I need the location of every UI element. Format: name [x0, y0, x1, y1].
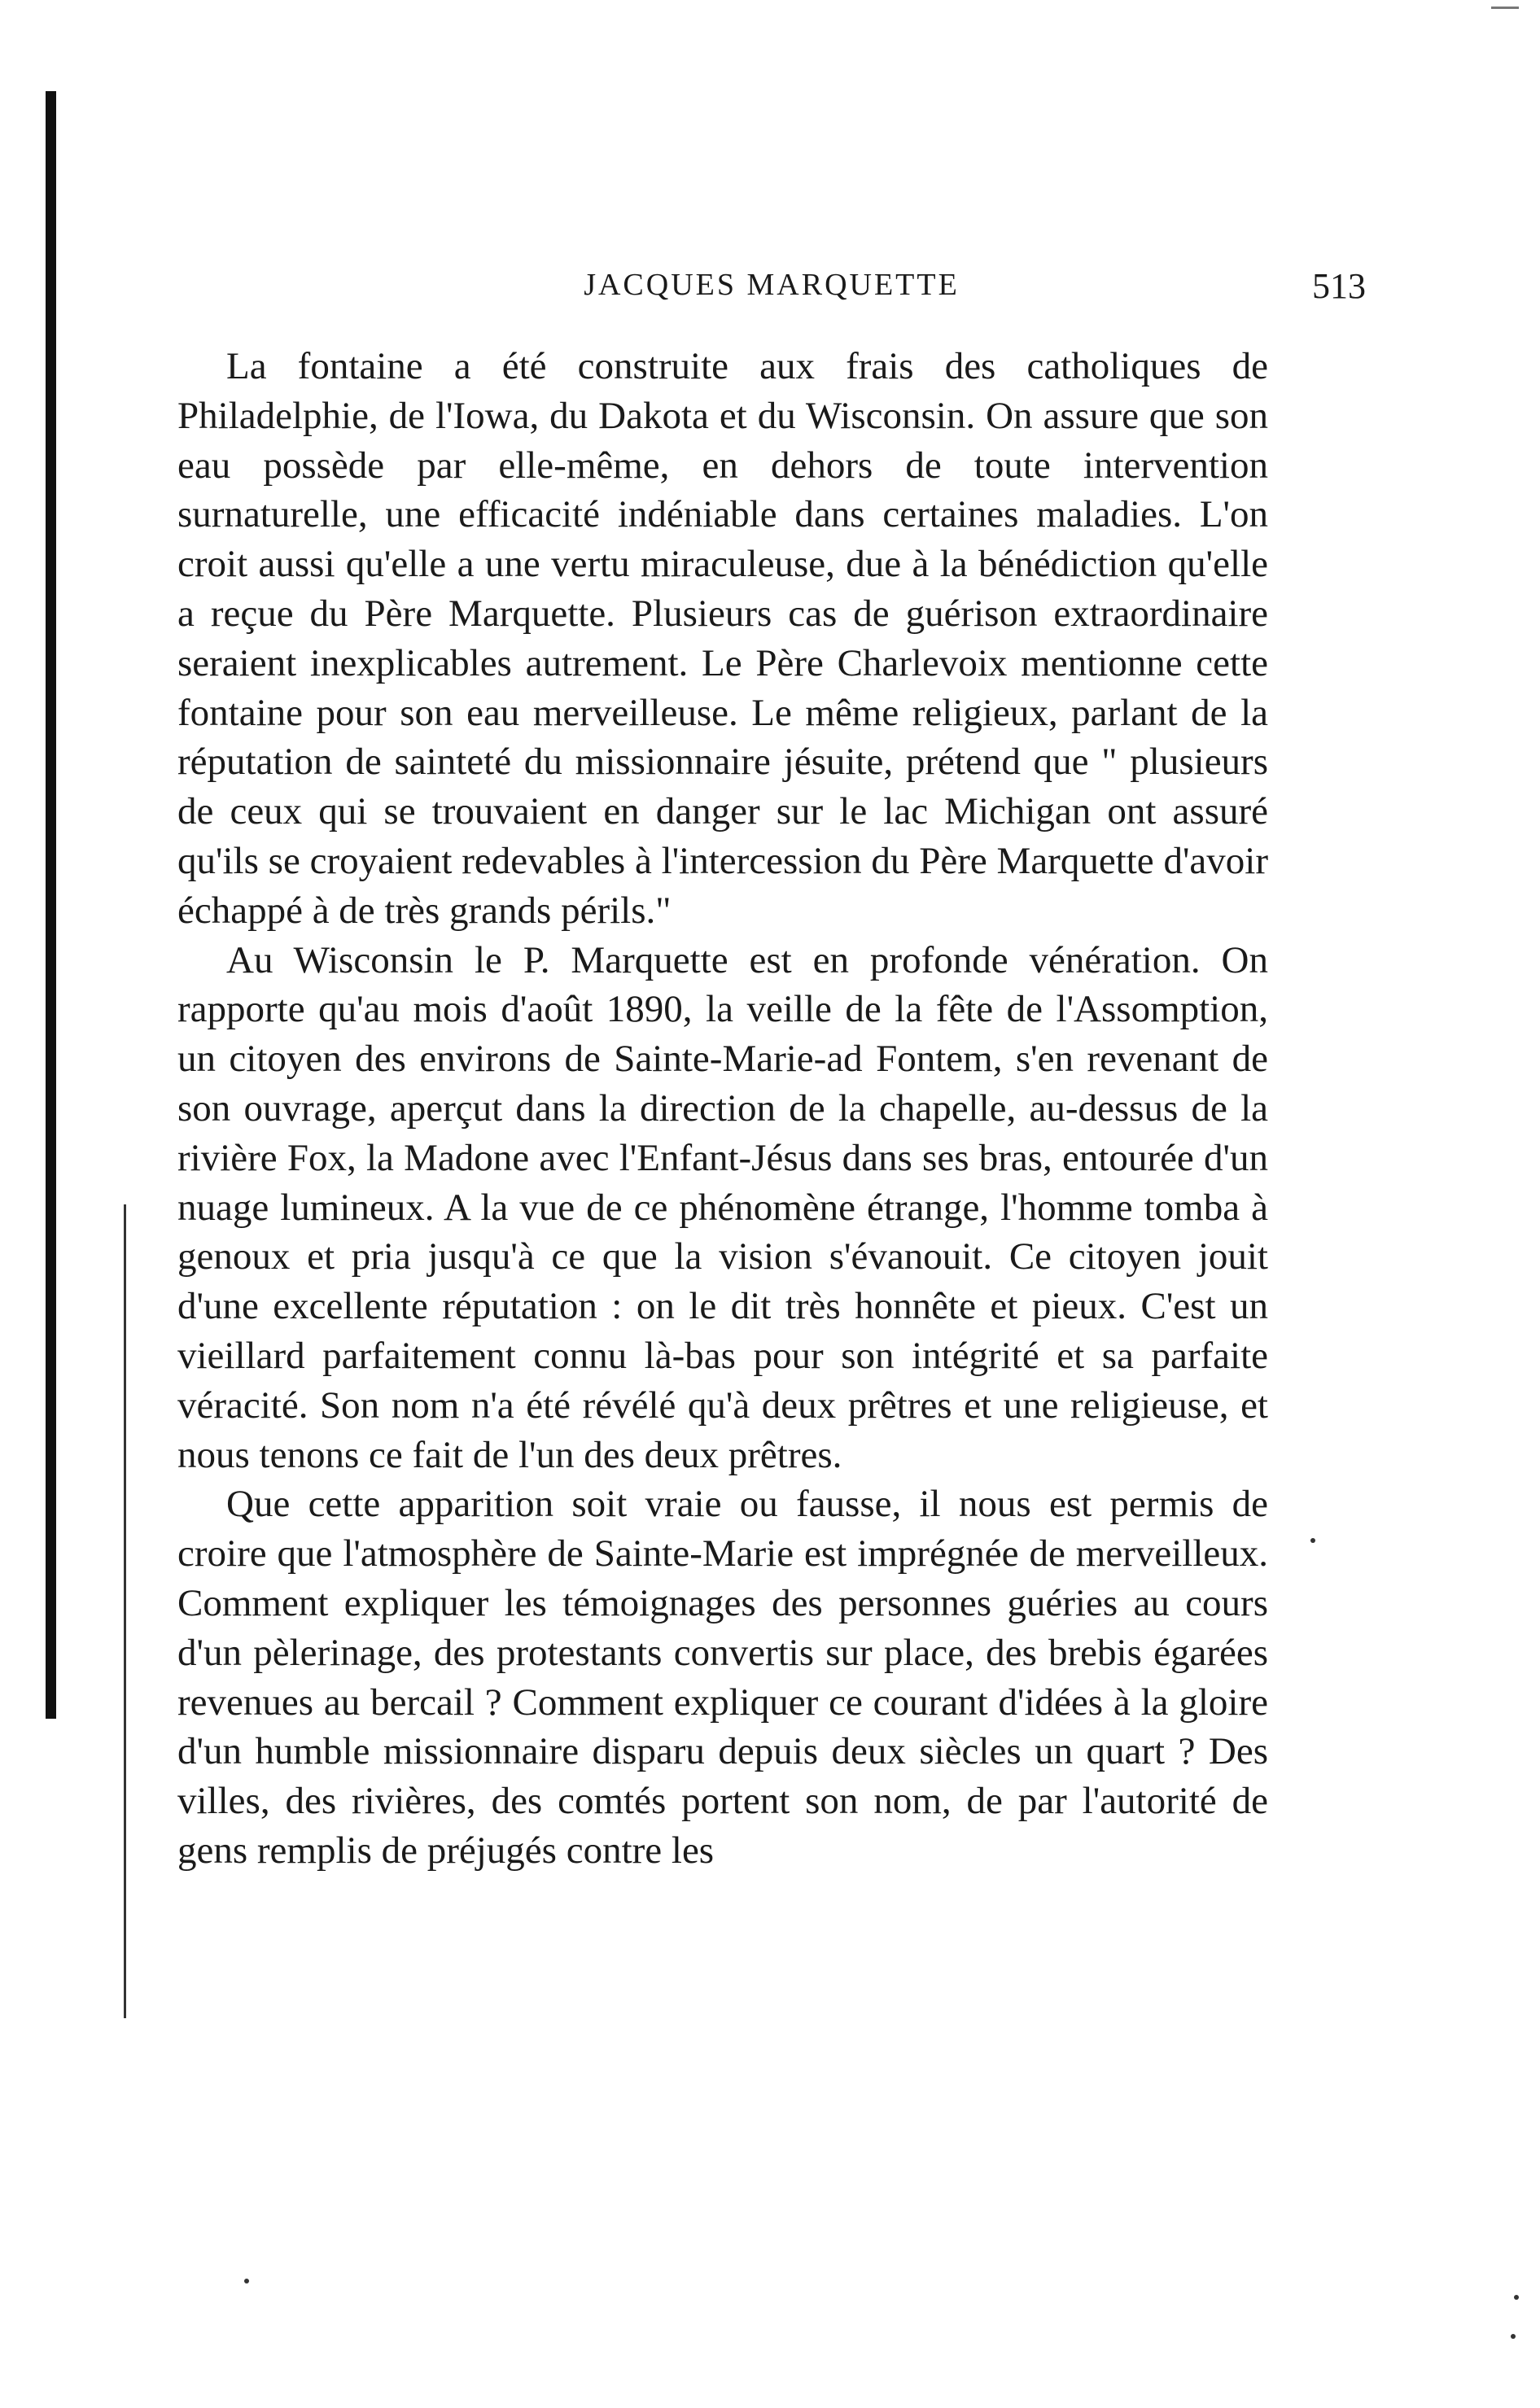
binding-edge-shadow [46, 91, 56, 1719]
running-head: JACQUES MARQUETTE [584, 268, 960, 302]
corner-mark [1491, 7, 1519, 9]
body-text [177, 342, 1268, 1876]
paragraph-3: Que cette apparition soit vraie ou fausse, il nous est permis de croire que l'atmosphère de Sainte-Marie est imprégnée de merveilleux. Comment expliquer les témoignages des personnes guéries au cours d'un pèlerinage, des protestants convertis sur place, des brebis égarées revenues au bercail ? Comment expliquer ce courant d'idées à la gloire d'un humble missionnaire disparu depuis deux siècles un quart ? Des villes, des rivières, des comtés portent son nom, de par l'autorité de gens remplis de préjugés contre les [177, 1483, 1268, 1872]
stray-dot [1514, 2295, 1519, 2300]
page-header [177, 259, 1366, 316]
paragraph-1: La fontaine a été construite aux frais des catholiques de Philadelphie, de l'Iowa, du Dakota et du Wisconsin. On assure que son eau possède par elle-même, en dehors de toute intervention surnaturelle, une efficacité indéniable dans certaines maladies. L'on croit aussi qu'elle a une vertu miraculeuse, due à la bénédiction qu'elle a reçue du Père Marquette. Plusieurs cas de guérison extraordinaire seraient inexplicables autrement. Le Père Charlevoix mentionne cette fontaine pour son eau merveilleuse. Le même religieux, parlant de la réputation de sainteté du missionnaire jésuite, prétend que " plusieurs de ceux qui se trouvaient en danger sur le lac Michigan ont assuré qu'ils se croyaient redevables à l'intercession du Père Marquette d'avoir échappé à de très grands périls." [177, 345, 1268, 932]
stray-dot [1310, 1538, 1315, 1543]
page-number: 513 [1312, 266, 1366, 306]
paragraph-2: Au Wisconsin le P. Marquette est en profonde vénération. On rapporte qu'au mois d'août 1890, la veille de la fête de l'Assomption, un citoyen des environs de Sainte-Marie-ad Fontem, s'en revenant de son ouvrage, aperçut dans la direction de la chapelle, au-dessus de la rivière Fox, la Madone avec l'Enfant-Jésus dans ses bras, entourée d'un nuage lumineux. A la vue de ce phénomène étrange, l'homme tomba à genoux et pria jusqu'à ce que la vision s'évanouit. Ce citoyen jouit d'une excellente réputation : on le dit très honnête et pieux. C'est un vieillard parfaitement connu là-bas pour son intégrité et sa parfaite véracité. Son nom n'a été révélé qu'à deux prêtres et une religieuse, et nous tenons ce fait de l'un des deux prêtres. [177, 938, 1268, 1476]
stray-dot [1511, 2334, 1516, 2339]
stray-dot [244, 2279, 249, 2283]
binding-edge-line [124, 1204, 126, 2018]
